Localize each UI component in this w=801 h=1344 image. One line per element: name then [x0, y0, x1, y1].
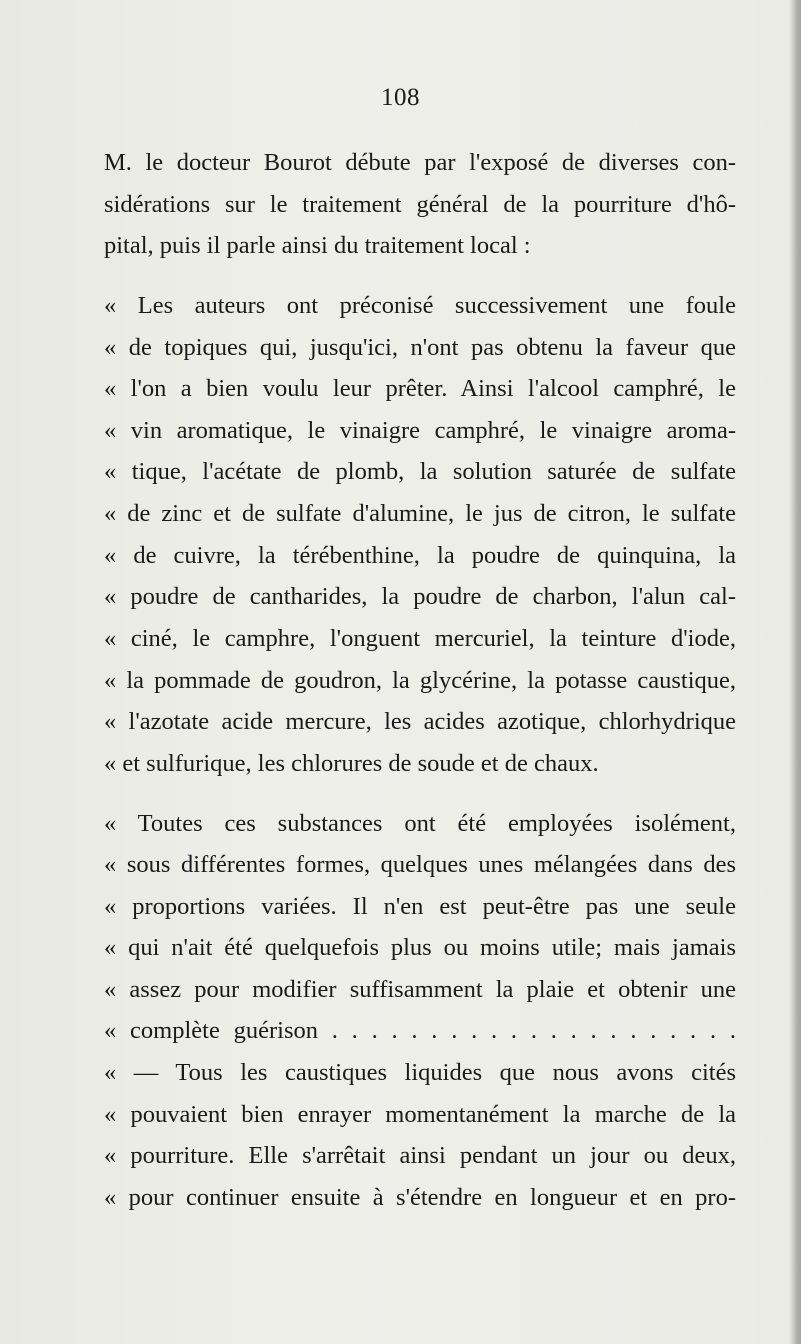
text-line-9: « de zinc et de sulfate d'alumine, le jus de citron, le sulfate: [104, 500, 736, 527]
text-line-4: « Les auteurs ont préconisé successivement une foule: [104, 292, 736, 319]
text-line-18: « proportions variées. Il n'en est peut-être pas une seule: [104, 893, 736, 920]
text-line-11: « poudre de cantharides, la poudre de charbon, l'alun cal-: [104, 583, 736, 610]
page-number: 108: [381, 84, 420, 111]
text-line-7: « vin aromatique, le vinaigre camphré, le vinaigre aroma-: [104, 417, 736, 444]
text-line-5: « de topiques qui, jusqu'ici, n'ont pas obtenu la faveur que: [104, 334, 736, 361]
text-line-22: « — Tous les caustiques liquides que nous avons cités: [104, 1059, 736, 1086]
page-edge-shadow: [789, 0, 801, 1344]
text-line-19: « qui n'ait été quelquefois plus ou moins utile; mais jamais: [104, 934, 736, 961]
text-line-24: « pourriture. Elle s'arrêtait ainsi pendant un jour ou deux,: [104, 1142, 736, 1169]
text-line-12: « ciné, le camphre, l'onguent mercuriel, la teinture d'iode,: [104, 625, 736, 652]
text-line-14: « l'azotate acide mercure, les acides azotique, chlorhydrique: [104, 708, 736, 735]
text-line-2: sidérations sur le traitement général de la pourriture d'hô-: [104, 191, 736, 218]
text-line-6: « l'on a bien voulu leur prêter. Ainsi l'alcool camphré, le: [104, 375, 736, 402]
text-line-13: « la pommade de goudron, la glycérine, la potasse caustique,: [104, 667, 736, 694]
text-line-10: « de cuivre, la térébenthine, la poudre de quinquina, la: [104, 542, 736, 569]
text-line-8: « tique, l'acétate de plomb, la solution saturée de sulfate: [104, 458, 736, 485]
text-line-15: « et sulfurique, les chlorures de soude et de chaux.: [104, 750, 599, 777]
text-line-1: M. le docteur Bourot débute par l'exposé de diverses con-: [104, 149, 736, 176]
text-line-17: « sous différentes formes, quelques unes mélangées dans des: [104, 851, 736, 878]
text-line-25: « pour continuer ensuite à s'étendre en longueur et en pro-: [104, 1184, 736, 1211]
text-line-21: « complète guérison . . . . . . . . . . . . . . . . . . . . .: [104, 1017, 736, 1044]
text-line-3: pital, puis il parle ainsi du traitement local :: [104, 232, 531, 259]
text-line-20: « assez pour modifier suffisamment la plaie et obtenir une: [104, 976, 736, 1003]
text-line-16: « Toutes ces substances ont été employées isolément,: [104, 810, 736, 837]
text-line-23: « pouvaient bien enrayer momentanément la marche de la: [104, 1101, 736, 1128]
